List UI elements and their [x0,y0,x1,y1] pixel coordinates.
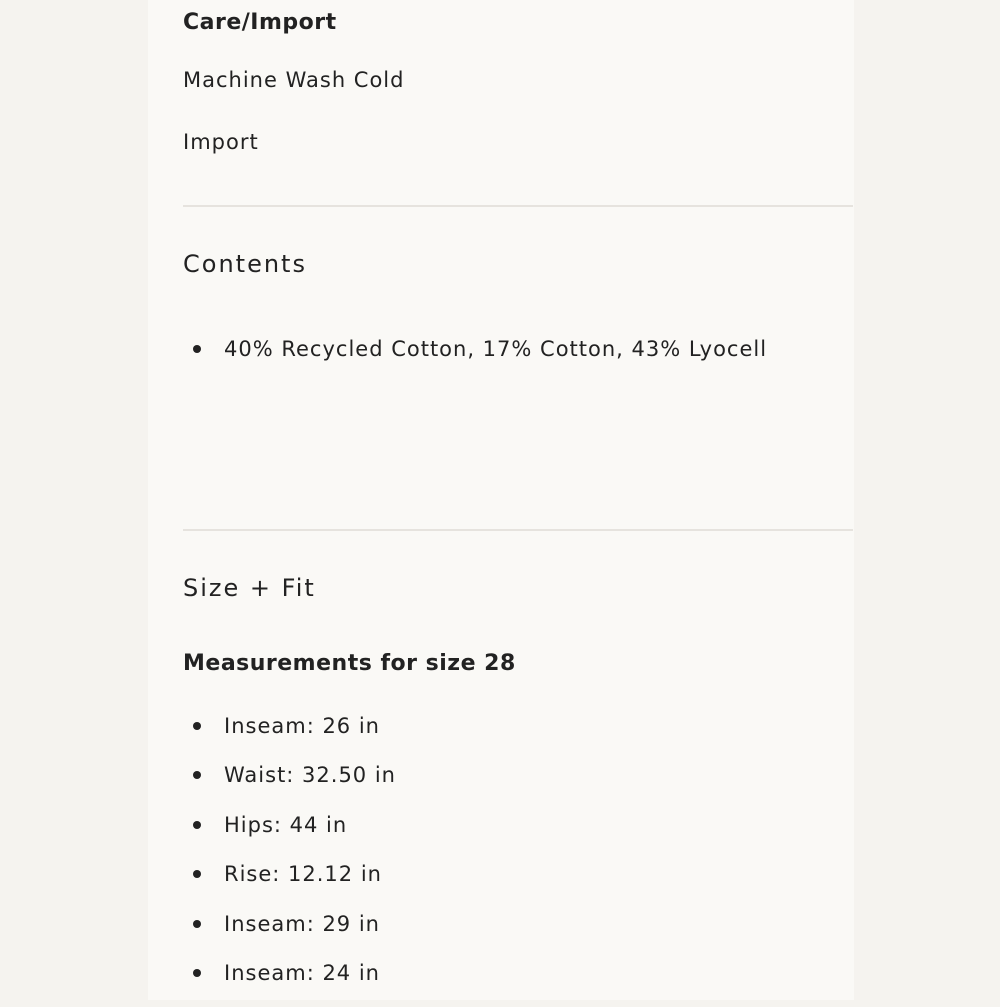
size-fit-section-title[interactable]: Size + Fit [183,574,316,602]
list-item [183,760,853,809]
section-divider [183,529,853,531]
measurements-list [183,711,853,1007]
bullet-icon [193,821,201,829]
contents-list [183,334,853,383]
bullet-icon [193,771,201,779]
bullet-icon [193,722,201,730]
list-item [183,334,853,383]
list-item [183,810,853,859]
bullet-icon [193,969,201,977]
bullet-icon [193,870,201,878]
measurement-text: Waist: 32.50 in [224,763,396,788]
bullet-icon [193,345,201,353]
measurement-text: Inseam: 24 in [224,960,380,985]
contents-section-title[interactable]: Contents [183,250,307,278]
measurement-text: Inseam: 26 in [224,714,380,738]
import-text: Import [183,130,259,154]
care-instruction-text: Machine Wash Cold [183,68,405,92]
section-divider [183,205,853,207]
measurement-text: Inseam: 29 in [224,911,380,936]
measurement-text: Rise: 12.12 in [224,862,382,887]
contents-item-text: 40% Recycled Cotton, 17% Cotton, 43% Lyocell [224,337,768,361]
bullet-icon [193,920,201,928]
measurements-heading: Measurements for size 28 [183,651,516,676]
list-item [183,909,853,958]
measurement-text: Hips: 44 in [224,812,348,837]
list-item [183,711,853,760]
list-item [183,859,853,908]
care-import-heading: Care/Import [183,10,337,35]
